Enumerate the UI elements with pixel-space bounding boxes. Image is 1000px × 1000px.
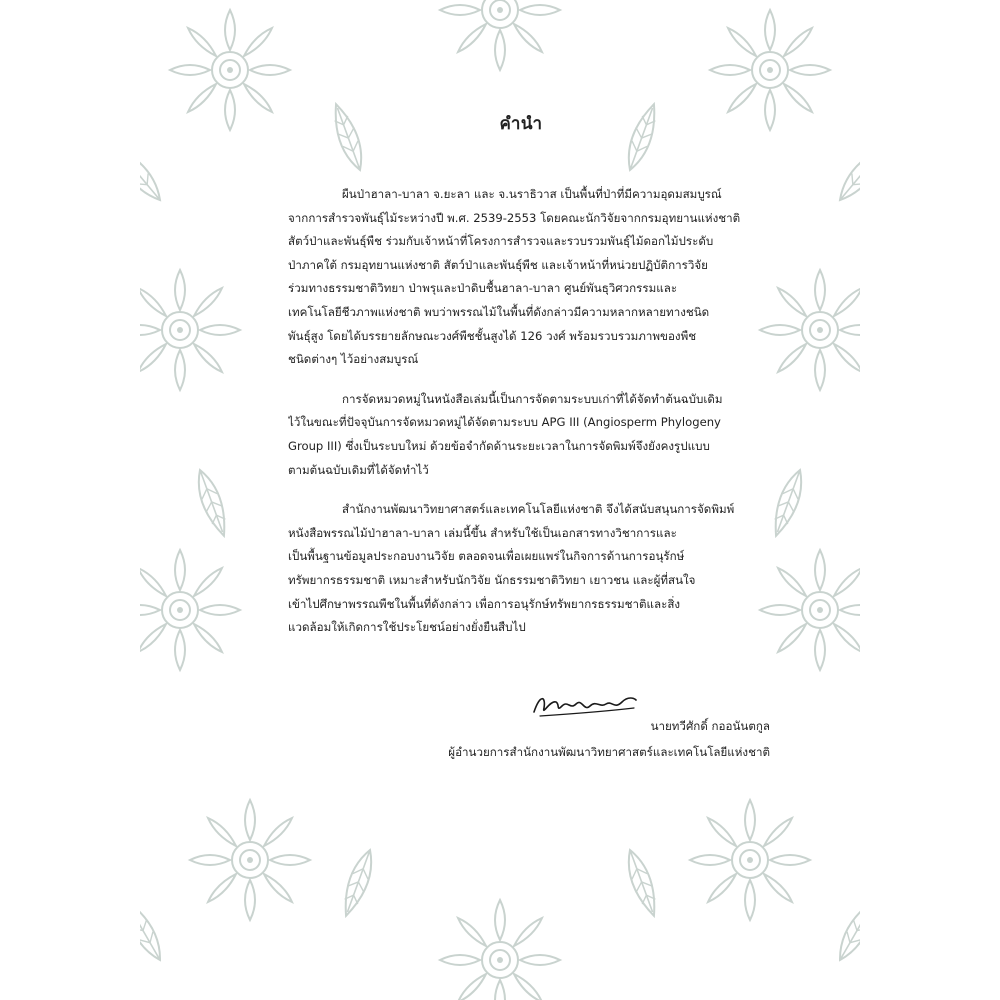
paragraph-line: การจัดหมวดหมู่ในหนังสือเล่มนี้เป็นการจัดตามระบบเก่าที่ได้จัดทำต้นฉบับเดิม: [342, 391, 723, 406]
page-title: คำนำ: [499, 114, 543, 134]
paragraph-2: [288, 388, 754, 482]
paragraph-line: แวดล้อมให้เกิดการใช้ประโยชน์อย่างยั่งยืนสืบไป: [288, 620, 526, 635]
paragraph-line: จากการสำรวจพันธุ์ไม้ระหว่างปี พ.ศ. 2539-2553 โดยคณะนักวิจัยจากกรมอุทยานแห่งชาติ: [288, 210, 741, 225]
handwritten-signature: [530, 690, 640, 720]
paragraph-line: ผืนป่าฮาลา-บาลา จ.ยะลา และ จ.นราธิวาส เป็นพื้นที่ป่าที่มีความอุดมสมบูรณ์: [342, 187, 722, 201]
paragraph-line: หนังสือพรรณไม้ป่าฮาลา-บาลา เล่มนี้ขึ้น สำหรับใช้เป็นเอกสารทางวิชาการและ: [288, 525, 677, 540]
paragraph-line: ชนิดต่างๆ ไว้อย่างสมบูรณ์: [288, 352, 419, 367]
paragraph-line: ตามต้นฉบับเดิมที่ได้จัดทำไว้: [288, 462, 429, 477]
paragraph-1: [288, 183, 754, 372]
paragraph-line: เข้าไปศึกษาพรรณพืชในพื้นที่ดังกล่าว เพื่อการอนุรักษ์ทรัพยากรธรรมชาติและสิ่ง: [288, 596, 681, 611]
paragraph-line: พันธุ์สูง โดยได้บรรยายลักษณะวงศ์พืชชั้นสูงได้ 126 วงศ์ พร้อมรวบรวมภาพของพืช: [288, 328, 697, 343]
paragraph-line: เป็นพื้นฐานข้อมูลประกอบงานวิจัย ตลอดจนเพื่อเผยแพร่ในกิจการด้านการอนุรักษ์: [288, 549, 685, 564]
paragraph-line: เทคโนโลยีชีวภาพแห่งชาติ พบว่าพรรณไม้ในพื้นที่ดังกล่าวมีความหลากหลายทางชนิด: [288, 304, 710, 319]
paragraph-line: สัตว์ป่าและพันธุ์พืช ร่วมกับเจ้าหน้าที่โครงการสำรวจและรวบรวมพันธุ์ไม้ดอกไม้ประดับ: [288, 234, 714, 249]
paragraph-3: [288, 498, 754, 640]
paragraph-line: ร่วมทางธรรมชาติวิทยา ป่าพรุและป่าดิบชื้นฮาลา-บาลา ศูนย์พันธุวิศวกรรมและ: [288, 281, 678, 296]
paragraph-line: Group III) ซึ่งเป็นระบบใหม่ ด้วยข้อจำกัดด้านระยะเวลาในการจัดพิมพ์จึงยังคงรูปแบบ: [288, 438, 710, 453]
foreword-content: [288, 110, 754, 656]
paragraph-line: ไว้ในขณะที่ปัจจุบันการจัดหมวดหมู่ได้จัดตามระบบ APG III (Angiosperm Phylogeny: [288, 415, 721, 430]
signatory-position: ผู้อำนวยการสำนักงานพัฒนาวิทยาศาสตร์และเทคโนโลยีแห่งชาติ: [448, 745, 770, 759]
right-margin: [860, 0, 1000, 1000]
paragraph-line: สำนักงานพัฒนาวิทยาศาสตร์และเทคโนโลยีแห่งชาติ จึงได้สนับสนุนการจัดพิมพ์: [342, 502, 735, 517]
paragraph-line: ทรัพยากรธรรมชาติ เหมาะสำหรับนักวิจัย นักธรรมชาติวิทยา เยาวชน และผู้ที่สนใจ: [288, 572, 696, 587]
signatory-name: นายทวีศักดิ์ กออนันตกูล: [650, 719, 770, 733]
left-margin: [0, 0, 140, 1000]
paragraph-line: ป่าภาคใต้ กรมอุทยานแห่งชาติ สัตว์ป่าและพันธุ์พืช และเจ้าหน้าที่หน่วยปฏิบัติการวิจัย: [288, 257, 708, 272]
